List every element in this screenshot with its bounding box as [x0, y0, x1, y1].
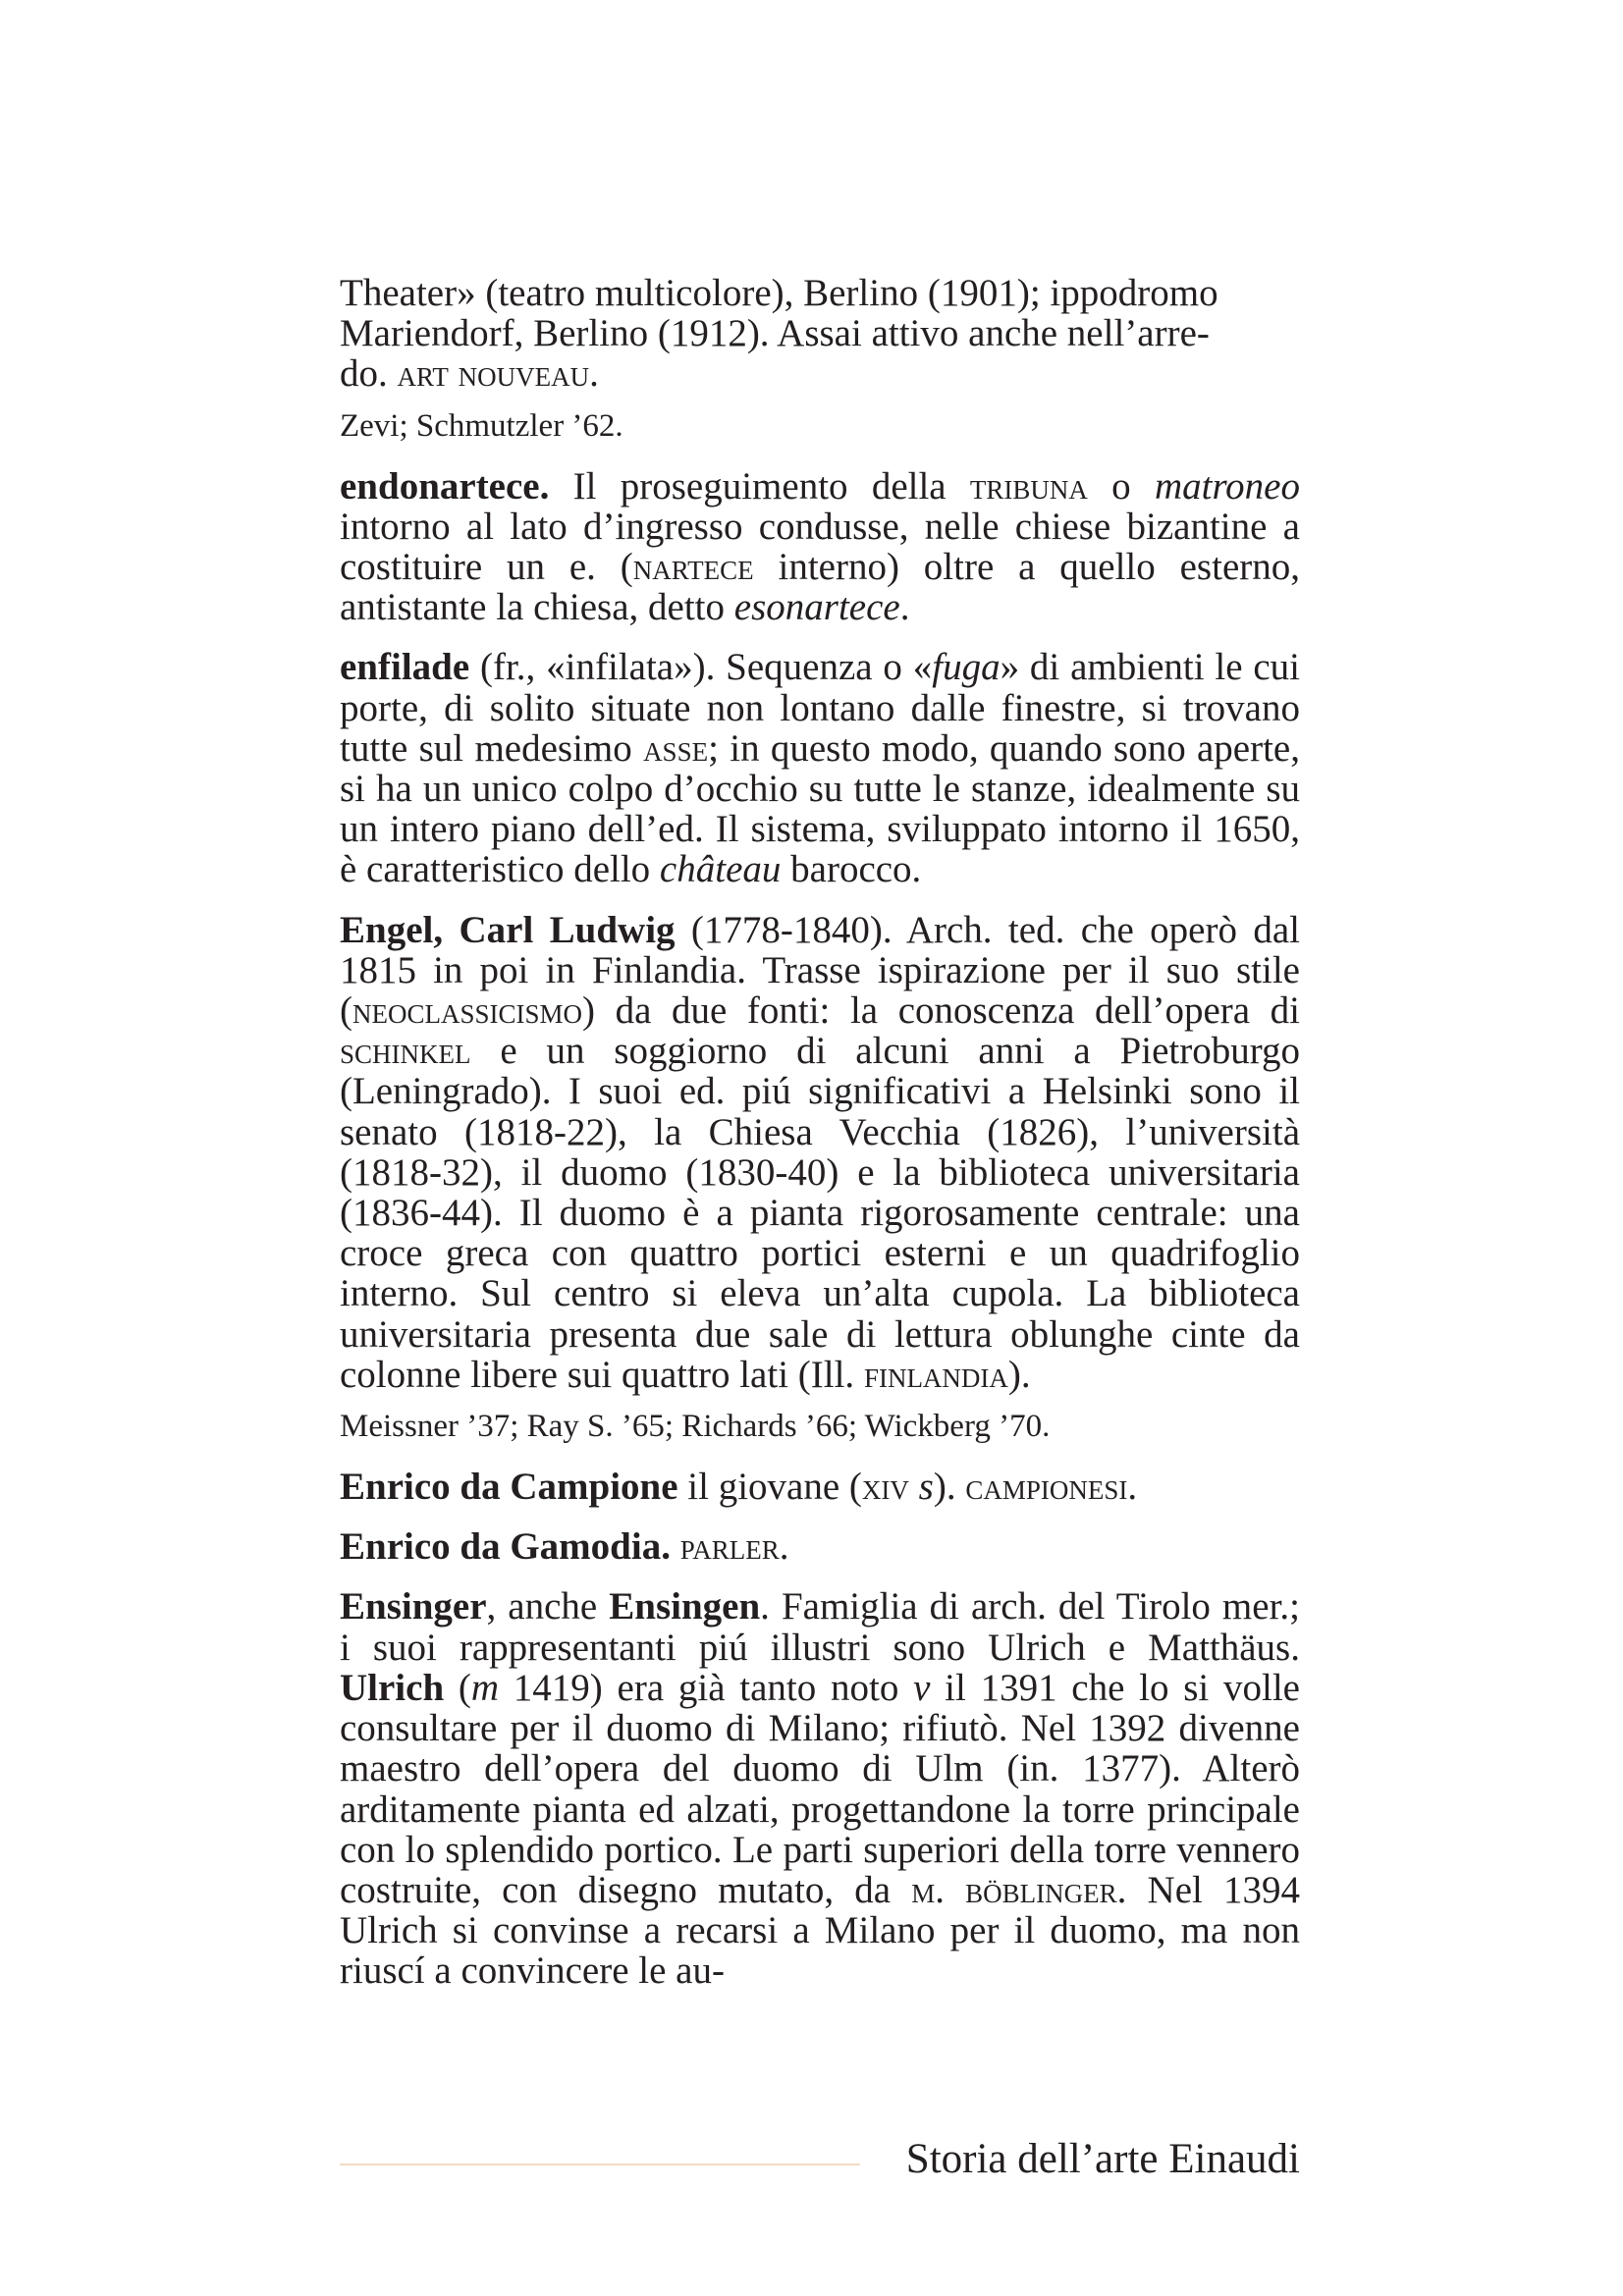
- text: ).: [1007, 1353, 1031, 1396]
- text: (: [444, 1666, 471, 1709]
- italic-term: esonartece: [733, 586, 900, 629]
- xref-asse[interactable]: asse: [643, 726, 709, 770]
- xref-tribuna[interactable]: tribuna: [969, 464, 1088, 507]
- xref-schinkel[interactable]: schinkel: [340, 1030, 471, 1073]
- entry-ensinger: [340, 1586, 1300, 1991]
- text-column: [340, 273, 1300, 2011]
- century-numeral: xiv: [861, 1466, 909, 1509]
- continuation-line-3: do.: [340, 352, 398, 396]
- entry-engel: [340, 910, 1300, 1395]
- headword-enrico-da-gamodia: Enrico da Gamodia.: [340, 1525, 671, 1569]
- biblio-continuation: Zevi; Schmutzler ’62.: [340, 407, 623, 444]
- continuation-line-2: Mariendorf, Berlino (1912). Assai attivo anche nell’arre-: [340, 312, 1210, 355]
- text: [909, 1466, 919, 1508]
- italic-abbrev: v: [913, 1666, 931, 1709]
- entry-endonartece: [340, 466, 1300, 628]
- text: e un soggiorno di alcuni anni a Pietroburgo (Leningrado). I suoi ed. piú significativi a Helsinki sono il senato (1818-22), la Chiesa Vecchia (1826), l’università (1818-32), il duomo (1830-40) e la biblioteca universitaria (1836-44). Il duomo è a pianta rigorosamente centrale: una croce greca con quattro portici esterni e un quadrifoglio interno. Sul centro si eleva un’alta cupola. La biblioteca universitaria presenta due sale di lettura oblunghe cinte da colonne libere sui quattro lati (Ill.: [340, 1030, 1300, 1396]
- continuation-line-1: Theater» (teatro multicolore), Berlino (1901); ippodromo: [340, 272, 1218, 314]
- text: interno) oltre a quello esterno, antistante la chiesa, detto: [340, 546, 1300, 629]
- headword-enrico-da-campione: Enrico da Campione: [340, 1466, 678, 1509]
- entry-enrico-da-campione: [340, 1467, 1300, 1507]
- italic-term: s: [918, 1466, 934, 1509]
- text: .: [1127, 1466, 1138, 1509]
- xref-neoclassicismo[interactable]: neoclassicismo: [352, 989, 583, 1033]
- headword-ulrich: Ulrich: [340, 1666, 445, 1709]
- text: » di ambienti le cui porte, di solito situate non lontano dalle finestre, si trovano tutte sul medesimo: [340, 646, 1300, 770]
- text: (fr., «infilata»). Sequenza o «: [469, 646, 933, 689]
- text: . Famiglia di arch. del Tirolo mer.; i suoi rappresentanti piú illustri sono Ulrich e Matthäus.: [340, 1585, 1301, 1669]
- entry-enfilade: [340, 647, 1300, 889]
- text: barocco.: [781, 848, 922, 891]
- entry-enrico-da-gamodia: [340, 1526, 1300, 1567]
- xref-art-nouveau[interactable]: art nouveau: [397, 352, 590, 396]
- text: 1419) era già tanto noto: [499, 1666, 914, 1709]
- headword-enfilade: enfilade: [340, 646, 470, 689]
- text: il 1391 che lo si volle consultare per il duomo di Milano; rifiutò. Nel 1392 divenne maestro dell’opera del duomo di Ulm (in. 1377). Alterò arditamente pianta ed alzati, progettandone la torre principale con lo splendido portico. Le parti superiori della torre vennero costruite, con disegno mutato, da: [340, 1666, 1300, 1911]
- italic-term: fuga: [932, 646, 1001, 689]
- text: [671, 1525, 680, 1568]
- text: o: [1087, 464, 1155, 507]
- xref-m-boblinger[interactable]: m. böblinger: [911, 1868, 1117, 1911]
- text: Il proseguimento della: [549, 464, 970, 507]
- page-footer: [340, 2132, 1300, 2191]
- xref-finlandia[interactable]: finlandia: [863, 1353, 1008, 1396]
- continuation-tail: .: [589, 352, 599, 396]
- headword-endonartece: endonartece.: [340, 464, 550, 507]
- footer-title: Storia dell’arte Einaudi: [905, 2136, 1300, 2182]
- text: .: [779, 1525, 789, 1569]
- italic-term: château: [659, 848, 782, 891]
- xref-nartece[interactable]: nartece: [632, 546, 754, 589]
- footer-rule: [340, 2163, 860, 2165]
- text: , anche: [486, 1585, 610, 1629]
- text: ).: [933, 1466, 966, 1509]
- italic-term: matroneo: [1154, 464, 1300, 507]
- text: . Nel 1394 Ulrich si convinse a recarsi a Milano per il duomo, ma non riuscí a convincere le au-: [340, 1868, 1300, 1993]
- xref-campionesi[interactable]: campionesi: [965, 1466, 1128, 1509]
- xref-parler[interactable]: parler: [679, 1525, 780, 1569]
- text: (1778-1840). Arch. ted. che operò dal 1815 in poi in Finlandia. Trasse ispirazione per il suo stile (: [340, 908, 1300, 1033]
- text: intorno al lato d’ingresso condusse, nelle chiese bizantine a costituire un e. (: [340, 505, 1300, 589]
- headword-ensinger: Ensinger: [340, 1585, 487, 1629]
- headword-engel: Engel, Carl Ludwig: [340, 908, 676, 951]
- italic-abbrev: m: [470, 1666, 500, 1709]
- text: ) da due fonti: la conoscenza dell’opera di: [582, 989, 1300, 1033]
- text: ; in questo modo, quando sono aperte, si ha un unico colpo d’occhio su tutte le stanze, idealmente su un intero piano dell’ed. Il sistema, sviluppato intorno il 1650, è caratteristico dello: [340, 726, 1300, 891]
- text: .: [899, 586, 910, 629]
- headword-ensingen: Ensingen: [609, 1585, 761, 1629]
- text: il giovane (: [677, 1466, 862, 1509]
- biblio-engel: Meissner ’37; Ray S. ’65; Richards ’66; Wickberg ’70.: [340, 1409, 1051, 1445]
- entry-continuation: [340, 273, 1300, 395]
